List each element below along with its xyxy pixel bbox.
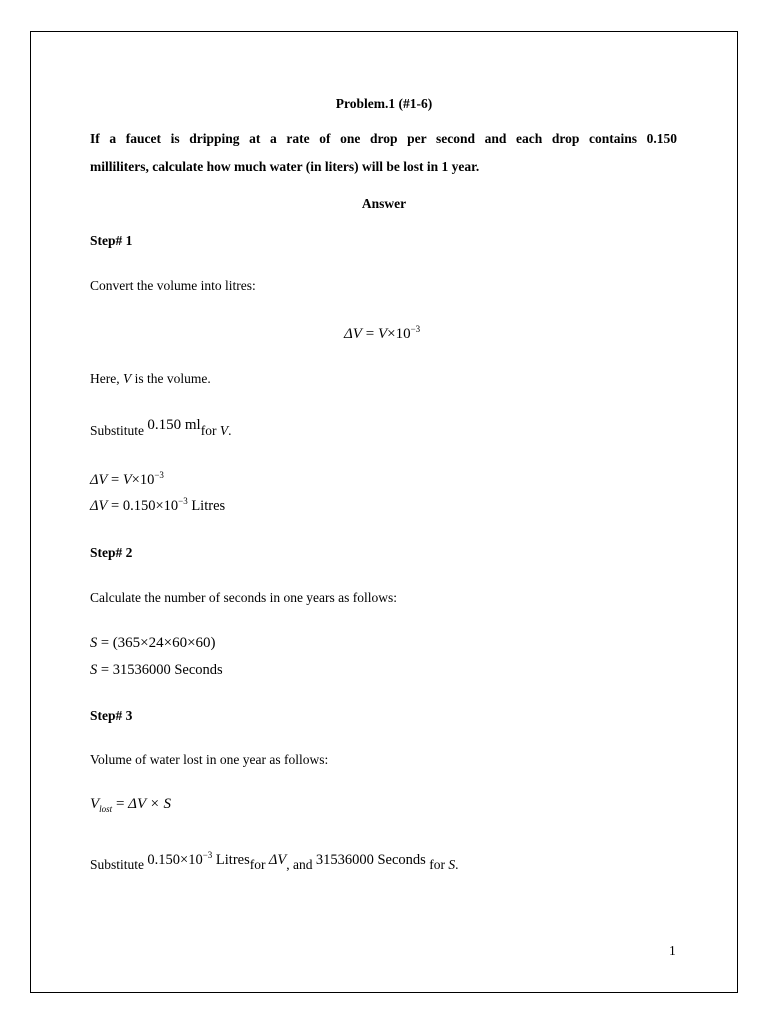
eq-exp: −3 — [410, 324, 421, 334]
eq2-op: = — [111, 498, 120, 514]
s-eq2-op: = — [100, 662, 110, 678]
step1-heading: Step# 1 — [90, 233, 133, 248]
eq2-rhs: 0.150×10 — [122, 498, 179, 514]
s3-for1: for — [249, 857, 269, 872]
step2-equation-2 — [90, 662, 223, 679]
step2-equation-1 — [90, 635, 216, 652]
question-line-1: If a faucet is dripping at a rate of one drop per second and each drop contains 0.150 — [90, 131, 677, 146]
here-suffix: is the volume. — [131, 371, 211, 386]
s3-and: , and — [286, 857, 316, 872]
step3-equation — [90, 796, 171, 814]
s3-for2: for — [425, 857, 449, 872]
step3-intro: Volume of water lost in one year as follows: — [90, 752, 329, 767]
answer-heading: Answer — [361, 196, 407, 211]
page-number: 1 — [669, 943, 676, 958]
eq1-var: V — [122, 472, 132, 488]
s-eq1-lhs: S — [90, 635, 98, 651]
subst-label: Substitute — [90, 423, 148, 438]
v-lost-lhs: V — [90, 796, 100, 812]
s3-var2: S — [448, 857, 456, 872]
question-line-2: milliliters, calculate how much water (in liters) will be lost in 1 year. — [90, 159, 480, 174]
s3-value1-number: 0.150×10 — [147, 852, 203, 868]
here-var: V — [122, 371, 132, 386]
v-lost-op: = — [115, 796, 125, 812]
step2-intro: Calculate the number of seconds in one years as follows: — [90, 590, 398, 605]
s-eq1-op: = — [100, 635, 110, 651]
eq-times: ×10 — [387, 326, 411, 342]
step1-main-equation — [344, 324, 420, 343]
step1-equation-2 — [90, 496, 225, 515]
s3-period: . — [455, 857, 459, 872]
subst-value: 0.150 ml — [147, 417, 201, 433]
eq-lhs: ΔV — [344, 326, 362, 342]
eq1-op: = — [111, 472, 120, 488]
step1-equation-1 — [90, 470, 164, 489]
eq-op: = — [365, 326, 375, 342]
subst-for: for — [200, 423, 220, 438]
s3-value1-unit: Litres — [212, 852, 250, 868]
s3-value1-exp: −3 — [202, 850, 213, 860]
s3-subst-label: Substitute — [90, 857, 148, 872]
subst-var: V — [219, 423, 229, 438]
step2-heading: Step# 2 — [90, 545, 133, 560]
eq1-exp: −3 — [154, 470, 164, 480]
step1-substitute-text — [90, 417, 232, 440]
eq2-unit: Litres — [187, 498, 226, 514]
eq1-lhs: ΔV — [90, 472, 108, 488]
step1-here-text — [90, 371, 211, 387]
eq-var: V — [377, 326, 388, 342]
s-eq1-rhs: (365×24×60×60) — [112, 635, 216, 651]
step3-heading: Step# 3 — [90, 708, 133, 723]
eq1-times: ×10 — [131, 472, 155, 488]
problem-title: Problem.1 (#1-6) — [335, 96, 433, 111]
document-page — [30, 31, 738, 993]
step3-substitute-text — [90, 850, 459, 874]
v-lost-rhs: ΔV × S — [128, 796, 171, 812]
s3-var1: ΔV — [268, 852, 287, 868]
eq2-exp: −3 — [178, 496, 188, 506]
s3-value2: 31536000 Seconds — [315, 852, 426, 868]
here-prefix: Here, — [90, 371, 123, 386]
s3-value1 — [147, 852, 249, 868]
s-eq2-rhs: 31536000 Seconds — [112, 662, 223, 678]
step1-intro: Convert the volume into litres: — [90, 278, 256, 293]
eq2-lhs: ΔV — [90, 498, 108, 514]
v-lost-sub: lost — [99, 804, 113, 814]
subst-period: . — [228, 423, 232, 438]
s-eq2-lhs: S — [90, 662, 98, 678]
